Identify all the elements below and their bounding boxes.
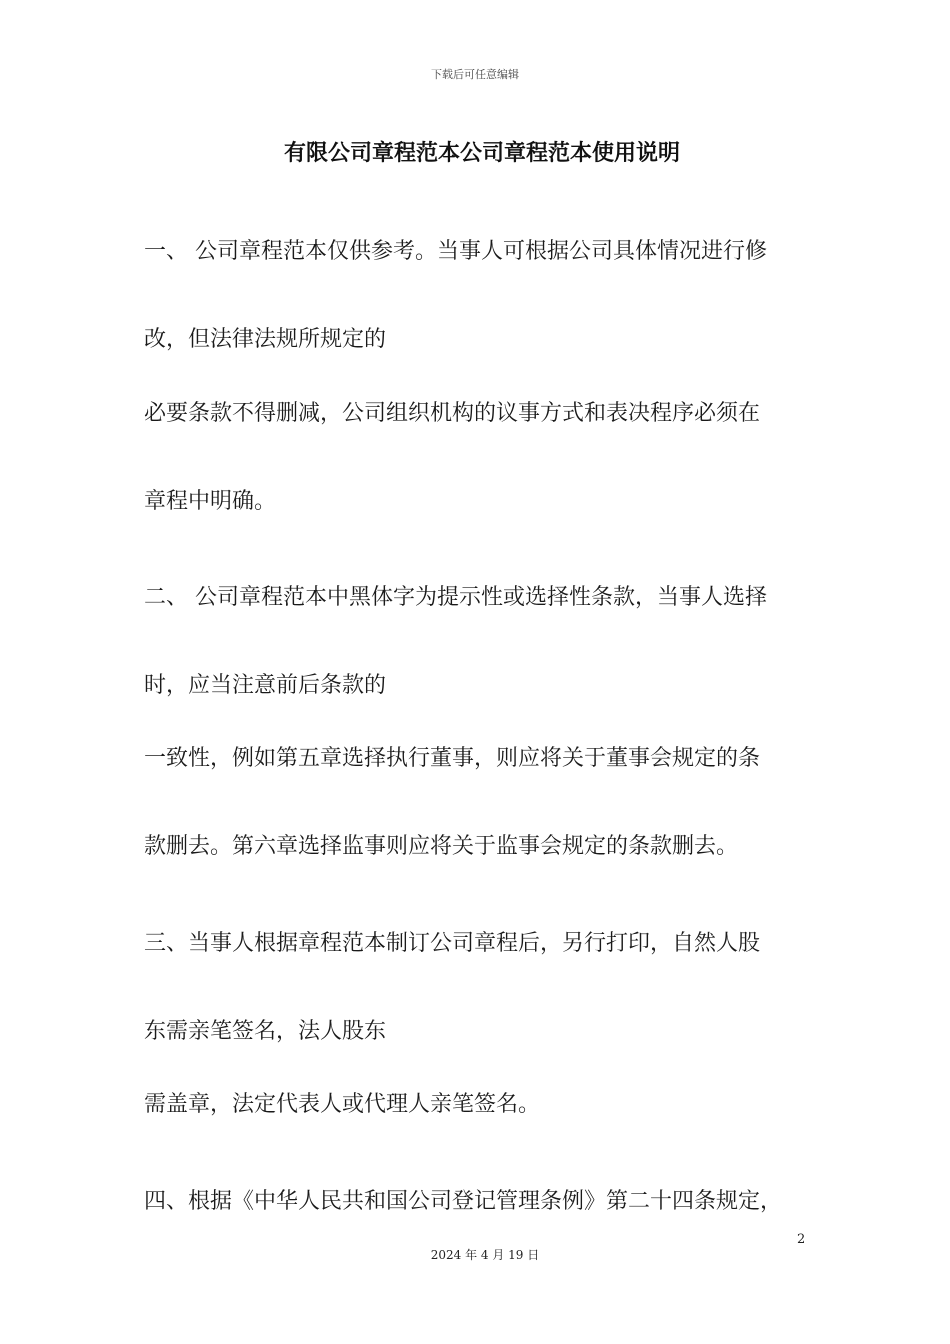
footer-date: 2024 年 4 月 19 日: [430, 1248, 540, 1262]
paragraph-line: 一、 公司章程范本仅供参考。当事人可根据公司具体情况进行修: [144, 239, 767, 264]
paragraph-line: 一致性，例如第五章选择执行董事，则应将关于董事会规定的条: [144, 746, 761, 771]
header-note: 下载后可任意编辑: [431, 68, 519, 81]
paragraph-line: 必要条款不得删减，公司组织机构的议事方式和表决程序必须在: [144, 401, 761, 426]
paragraph-line: 改，但法律法规所规定的: [144, 327, 387, 352]
document-title: 有限公司章程范本公司章程范本使用说明: [283, 141, 680, 166]
paragraph-line: 东需亲笔签名，法人股东: [144, 1019, 387, 1044]
paragraph-line: 章程中明确。: [144, 489, 277, 514]
paragraph-line: 需盖章，法定代表人或代理人亲笔签名。: [144, 1092, 541, 1117]
paragraph-line: 四、根据《中华人民共和国公司登记管理条例》第二十四条规定，: [144, 1189, 783, 1214]
paragraph-line: 时，应当注意前后条款的: [144, 673, 387, 698]
paragraph-line: 二、 公司章程范本中黑体字为提示性或选择性条款，当事人选择: [144, 585, 767, 610]
paragraph-line: 款删去。第六章选择监事则应将关于监事会规定的条款删去。: [144, 834, 739, 859]
paragraph-line: 三、当事人根据章程范本制订公司章程后，另行打印，自然人股: [144, 931, 761, 956]
page-number: 2: [797, 1232, 806, 1247]
